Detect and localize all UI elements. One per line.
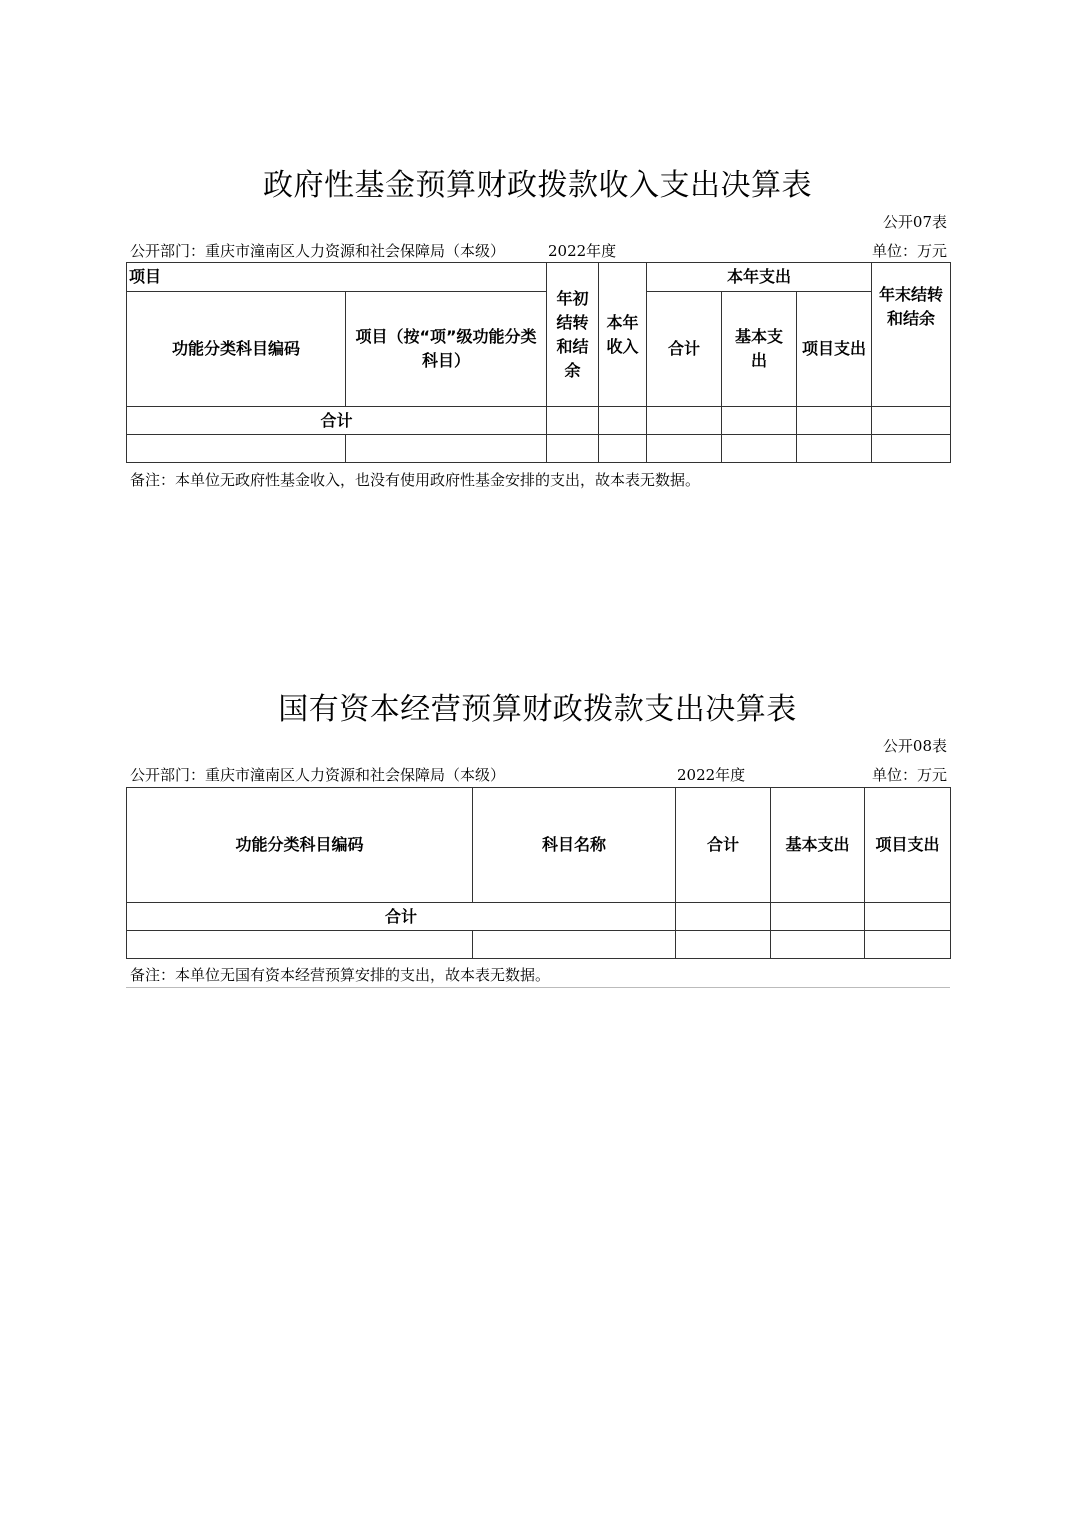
table08-unit: 单位：万元 [871, 766, 947, 784]
table07-number: 公开07表 [882, 213, 947, 231]
table08-note: 备注：本单位无国有资本经营预算安排的支出，故本表无数据。 [130, 966, 551, 984]
table08-title: 国有资本经营预算财政拨款支出决算表 [278, 692, 797, 727]
total-label: 合计 [127, 407, 547, 435]
table07-department: 公开部门：重庆市潼南区人力资源和社会保障局（本级） [130, 242, 506, 260]
header-expense-group: 本年支出 [647, 263, 872, 292]
header-total: 合计 [676, 788, 771, 903]
total-label: 合计 [127, 903, 676, 931]
table08-number: 公开08表 [882, 737, 947, 755]
header-project: 项目 [127, 263, 547, 292]
table-row [127, 435, 951, 463]
table07-year: 2022年度 [548, 242, 617, 260]
header-project-expense: 项目支出 [797, 292, 872, 407]
table07-total-row [127, 407, 951, 435]
header-income: 本年收入 [599, 263, 647, 407]
table08-total-row [127, 903, 951, 931]
header-subject-name: 科目名称 [473, 788, 676, 903]
header-end-balance: 年末结转和结余 [872, 263, 951, 407]
table08-department: 公开部门：重庆市潼南区人力资源和社会保障局（本级） [130, 766, 506, 784]
divider [126, 987, 950, 988]
table08 [126, 787, 951, 959]
header-total: 合计 [647, 292, 722, 407]
table07 [126, 262, 951, 463]
header-func-code: 功能分类科目编码 [127, 292, 346, 407]
table08-year: 2022年度 [677, 766, 746, 784]
header-func-code: 功能分类科目编码 [127, 788, 473, 903]
header-basic: 基本支出 [722, 292, 797, 407]
header-project-expense: 项目支出 [865, 788, 951, 903]
table07-note: 备注：本单位无政府性基金收入，也没有使用政府性基金安排的支出，故本表无数据。 [130, 471, 701, 489]
table07-title: 政府性基金预算财政拨款收入支出决算表 [263, 168, 812, 203]
table07-unit: 单位：万元 [871, 242, 947, 260]
header-begin-balance: 年初结转和结余 [547, 263, 599, 407]
header-item-by-class: 项目（按“项”级功能分类科目） [346, 292, 547, 407]
table-row [127, 931, 951, 959]
header-basic: 基本支出 [771, 788, 865, 903]
